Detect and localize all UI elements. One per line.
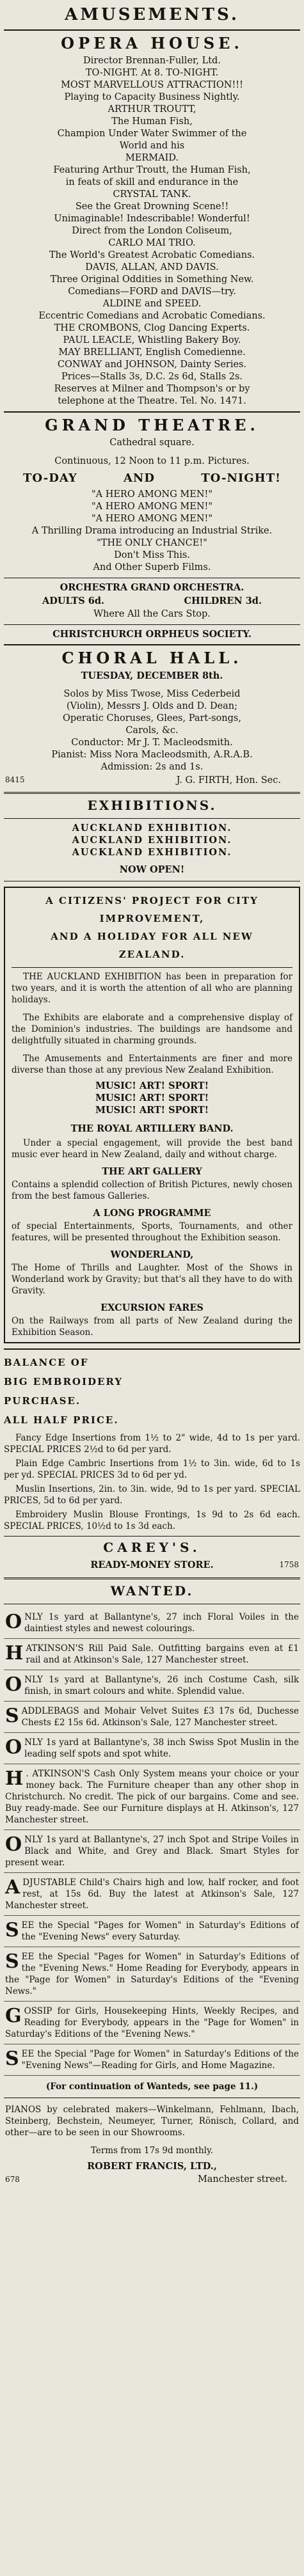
opera-line: THE CROMBONS, Clog Dancing Experts. bbox=[54, 323, 250, 333]
exhibition-para-3: The Amusements and Entertainments are finer and more diverse than those at any previous New Zealand Exhibition. bbox=[12, 1054, 292, 1075]
opera-line: Playing to Capacity Business Nightly. bbox=[64, 92, 240, 102]
choral-line: Solos by Miss Twose, Miss Cederbeid bbox=[63, 689, 241, 699]
opera-line: in feats of skill and endurance in the bbox=[65, 177, 239, 187]
grand-line: Don't Miss This. bbox=[114, 550, 190, 560]
wonderland-title: WONDERLAND, bbox=[110, 1249, 194, 1260]
choral-line: Conductor: Mr J. T. Macleodsmith. bbox=[71, 738, 233, 748]
drop-cap: O bbox=[5, 1833, 22, 1856]
grand-theatre-ad bbox=[4, 416, 300, 640]
opera-line: Direct from the London Coliseum, bbox=[72, 226, 232, 236]
choral-hall-title: CHORAL HALL. bbox=[61, 649, 243, 667]
pianos-address: Manchester street. bbox=[197, 2174, 287, 2185]
divider bbox=[4, 624, 300, 625]
wanted-heading: WANTED. bbox=[110, 1583, 194, 1599]
project-line: IMPROVEMENT, bbox=[99, 913, 205, 924]
opera-line: PAUL LEACLE, Whistling Bakery Boy. bbox=[63, 335, 241, 345]
grand-theatre-subtitle: Cathedral square. bbox=[109, 438, 195, 448]
embroidery-sale-ad bbox=[4, 1353, 300, 1573]
wanted-continuation: (For continuation of Wanteds, see page 11.) bbox=[45, 2082, 259, 2092]
wanted-item bbox=[4, 1764, 300, 1830]
auckland-exhibition-lines bbox=[4, 822, 300, 858]
divider bbox=[4, 1577, 300, 1579]
today-tonight-row bbox=[4, 471, 300, 485]
choral-hall-ad bbox=[4, 649, 300, 787]
grand-line: A Thrilling Drama introducing an Industrial Strike. bbox=[31, 526, 273, 536]
where-cars-stop: Where All the Cars Stop. bbox=[93, 609, 211, 619]
drop-cap: H bbox=[5, 1642, 24, 1664]
opera-line: Featuring Arthur Troutt, the Human Fish, bbox=[53, 165, 251, 175]
excursion-text: On the Railways from all parts of New Zealand during the Exhibition Season. bbox=[12, 1316, 292, 1338]
wanted-text: NLY 1s yard at Ballantyne's, 27 inch Floral Voiles in the daintiest styles and newest colourings. bbox=[24, 1612, 299, 1634]
wanted-item bbox=[4, 1830, 300, 1873]
sale-line: PURCHASE. bbox=[4, 1395, 81, 1407]
orpheus-society: CHRISTCHURCH ORPHEUS SOCIETY. bbox=[52, 629, 252, 640]
wanted-item bbox=[4, 1608, 300, 1639]
sale-item: Fancy Edge Insertions from 1½ to 2" wide, 4d to 1s per yard. SPECIAL PRICES 2½d to 6d per yard. bbox=[4, 1433, 300, 1455]
drop-cap: S bbox=[5, 1705, 19, 1727]
careys-title: CAREY'S. bbox=[103, 1540, 201, 1555]
choral-signoff bbox=[4, 773, 300, 787]
wonderland-text: The Home of Thrills and Laughter. Most of the Shows in Wonderland work by Gravity; but that's all they have to do with Gravity. bbox=[12, 1263, 292, 1296]
prices-row bbox=[4, 594, 300, 608]
art-gallery-text: Contains a splendid collection of British Pictures, newly chosen from the best famous Galleries. bbox=[12, 1180, 292, 1201]
adults-price: ADULTS 6d. bbox=[42, 596, 105, 606]
opera-line: Unimaginable! Indescribable! Wonderful! bbox=[54, 214, 250, 224]
wanted-item bbox=[4, 1873, 300, 1916]
pianos-firm: ROBERT FRANCIS, LTD., bbox=[87, 2161, 217, 2172]
wanted-item bbox=[4, 1947, 300, 2002]
grand-line: "THE ONLY CHANCE!" bbox=[97, 538, 207, 548]
ad-reference: 678 bbox=[5, 2175, 20, 2184]
opera-line: MAY BRELLIANT, English Comedienne. bbox=[58, 347, 246, 358]
opera-line: Champion Under Water Swimmer of the bbox=[57, 129, 247, 139]
music-art-sport-lines bbox=[12, 1080, 292, 1116]
wanted-text: EE the Special "Pages for Women" in Saturday's Editions of the "Evening News" every Saturday. bbox=[21, 1920, 299, 1942]
orchestra-line: ORCHESTRA GRAND ORCHESTRA. bbox=[60, 582, 244, 593]
drop-cap: A bbox=[5, 1876, 20, 1899]
wanted-text: EE the Special "Page for Women" in Saturday's Editions of the "Evening News"—Reading for Girls, and Home Magazine. bbox=[21, 2049, 299, 2071]
pianos-footer bbox=[4, 2172, 300, 2186]
today-label: TO-DAY bbox=[23, 471, 77, 485]
sale-items bbox=[4, 1432, 300, 1532]
wanted-item bbox=[4, 1639, 300, 1670]
choral-line: Carols, &c. bbox=[125, 725, 179, 736]
exhibitions-heading: EXHIBITIONS. bbox=[87, 798, 217, 813]
wanted-text: NLY 1s yard at Ballantyne's, 27 inch Spot and Stripe Voiles in Black and White, and Grey and Black. Smart Styles for present wear. bbox=[5, 1835, 299, 1868]
drop-cap: O bbox=[5, 1673, 22, 1696]
drop-cap: S bbox=[5, 1950, 19, 1973]
music-art-sport-line: MUSIC! ART! SPORT! bbox=[95, 1093, 209, 1103]
opera-line: Prices—Stalls 3s, D.C. 2s 6d, Stalls 2s. bbox=[61, 372, 243, 382]
opera-line: MOST MARVELLOUS ATTRACTION!!! bbox=[61, 80, 243, 90]
drop-cap: S bbox=[5, 2048, 19, 2070]
now-open: NOW OPEN! bbox=[119, 864, 185, 875]
choral-lines bbox=[4, 688, 300, 773]
wanted-text: NLY 1s yard at Ballantyne's, 38 inch Swiss Spot Muslin in the leading self spots and spot white. bbox=[24, 1737, 299, 1759]
careys-footer bbox=[4, 1558, 300, 1573]
divider bbox=[4, 29, 300, 31]
pianos-text: PIANOS by celebrated makers—Winkelmann, Fehlmann, Ibach, Steinberg, Bechstein, Neumeyer, Turner, Rönisch, Collard, and other—are to be seen in our Showrooms. bbox=[5, 2105, 299, 2138]
choral-line: Operatic Choruses, Glees, Part-songs, bbox=[63, 713, 241, 723]
choral-line: (Violin), Messrs J. Olds and D. Dean; bbox=[66, 701, 238, 711]
wanted-text: ATKINSON'S Rill Paid Sale. Outfitting bargains even at £1 rail and at Atkinson's Sale, 127 Manchester street. bbox=[26, 1643, 299, 1665]
music-art-sport-line: MUSIC! ART! SPORT! bbox=[95, 1080, 209, 1091]
drop-cap: O bbox=[5, 1736, 22, 1758]
project-lines bbox=[12, 892, 292, 963]
wanted-text: NLY 1s yard at Ballantyne's, 26 inch Costume Cash, silk finish, in smart colours and white. Splendid value. bbox=[24, 1675, 299, 1696]
opera-line: CARLO MAI TRIO. bbox=[108, 238, 196, 248]
wanted-text: OSSIP for Girls, Housekeeping Hints, Weekly Recipes, and Reading for Everybody, appears in the "Page for Women" in Saturday's Editions of the "Evening News." bbox=[5, 2006, 299, 2039]
excursion-title: EXCURSION FARES bbox=[100, 1302, 204, 1313]
wanted-item bbox=[4, 1916, 300, 1947]
wanted-item bbox=[4, 1670, 300, 1702]
programme-text: of special Entertainments, Sports, Tournaments, and other features, will be presented throughout the Exhibition season. bbox=[12, 1221, 292, 1243]
opera-line: CONWAY and JOHNSON, Dainty Series. bbox=[57, 360, 247, 370]
careys-subtitle: READY-MONEY STORE. bbox=[90, 1560, 214, 1570]
opera-line: Comedians—FORD and DAVIS—try. bbox=[68, 287, 236, 297]
pianos-ad bbox=[4, 2101, 300, 2186]
exhibition-para-2: The Exhibits are elaborate and a comprehensive display of the Dominion's industries. The buildings are handsome and delightfully situated in charming grounds. bbox=[12, 1013, 292, 1046]
wanted-text: DJUSTABLE Child's Chairs high and low, half rocker, and foot rest, at 15s 6d. Buy the latest at Atkinson's Sale, 127 Manchester street. bbox=[5, 1877, 299, 1911]
wanted-text: ADDLEBAGS and Mohair Velvet Suites £3 17s 6d, Duchesse Chests £2 15s 6d. Atkinson's Sale, 127 Manchester street. bbox=[21, 1706, 299, 1728]
opera-line: Reserves at Milner and Thompson's or by bbox=[54, 384, 250, 394]
opera-line: Director Brennan-Fuller, Ltd. bbox=[83, 56, 221, 66]
project-line: ZEALAND. bbox=[118, 949, 186, 960]
grand-theatre-title: GRAND THEATRE. bbox=[45, 416, 259, 434]
opera-line: ALDINE and SPEED. bbox=[102, 299, 202, 309]
divider bbox=[12, 967, 292, 968]
exhibition-para-4: Under a special engagement, will provide the best band music ever heard in New Zealand, daily and without charge. bbox=[12, 1138, 292, 1160]
auckland-line: AUCKLAND EXHIBITION. bbox=[72, 823, 232, 834]
newspaper-column bbox=[4, 0, 300, 2186]
sale-lines bbox=[4, 1353, 300, 1430]
opera-line: The World's Greatest Acrobatic Comedians. bbox=[49, 250, 255, 260]
exhibition-para-1: THE AUCKLAND EXHIBITION has been in preparation for two years, and it is worth the attention of all who are planning holidays. bbox=[12, 972, 292, 1005]
auckland-line: AUCKLAND EXHIBITION. bbox=[72, 847, 232, 858]
opera-line: Three Original Oddities in Something New. bbox=[50, 274, 254, 285]
sale-item: Muslin Insertions, 2in. to 3in. wide, 9d to 1s per yard. SPECIAL PRICES, 5d to 6d per yard. bbox=[4, 1484, 300, 1506]
opera-line: World and his bbox=[119, 141, 185, 151]
opera-line: DAVIS, ALLAN, AND DAVIS. bbox=[85, 262, 219, 273]
wanted-list bbox=[4, 1608, 300, 2076]
auckland-line: AUCKLAND EXHIBITION. bbox=[72, 835, 232, 846]
wanted-item bbox=[4, 1733, 300, 1764]
choral-secretary: J. G. FIRTH, Hon. Sec. bbox=[176, 775, 281, 786]
artillery-band: THE ROYAL ARTILLERY BAND. bbox=[70, 1123, 234, 1134]
divider bbox=[4, 1536, 300, 1537]
project-line: A CITIZENS' PROJECT FOR CITY bbox=[45, 895, 259, 906]
divider bbox=[4, 818, 300, 819]
music-art-sport-line: MUSIC! ART! SPORT! bbox=[95, 1105, 209, 1116]
grand-line: "A HERO AMONG MEN!" bbox=[91, 489, 213, 500]
opera-line: telephone at the Theatre. Tel. No. 1471. bbox=[58, 396, 246, 406]
opera-line: The Human Fish, bbox=[111, 116, 193, 127]
opera-line: See the Great Drowning Scene!! bbox=[75, 201, 229, 212]
drop-cap: G bbox=[5, 2005, 22, 2027]
tonight-label: TO-NIGHT! bbox=[201, 471, 281, 485]
and-label: AND bbox=[123, 471, 155, 485]
sale-line: ALL HALF PRICE. bbox=[4, 1414, 119, 1426]
grand-line: "A HERO AMONG MEN!" bbox=[91, 502, 213, 512]
divider bbox=[4, 411, 300, 413]
opera-line: CRYSTAL TANK. bbox=[113, 189, 191, 200]
choral-line: Pianist: Miss Nora Macleodsmith, A.R.A.B. bbox=[51, 750, 253, 760]
art-gallery-title: THE ART GALLERY bbox=[102, 1166, 202, 1177]
drop-cap: H bbox=[5, 1767, 24, 1790]
programme-title: A LONG PROGRAMME bbox=[93, 1208, 211, 1219]
divider bbox=[4, 792, 300, 794]
opera-house-ad bbox=[4, 34, 300, 407]
pianos-terms: Terms from 17s 9d monthly. bbox=[90, 2145, 214, 2156]
divider bbox=[4, 1348, 300, 1350]
wanted-text: . ATKINSON'S Cash Only System means your choice or your money back. The Furniture cheaper than any other shop in Christchurch. No credit. The pick of our bargains. Come and see. Buy ready-made. See our Furniture displays at H. Atkinson's, 127 Manchester street. bbox=[5, 1769, 299, 1825]
exhibition-box bbox=[4, 887, 300, 1343]
drop-cap: S bbox=[5, 1919, 19, 1941]
amusements-heading: AMUSEMENTS. bbox=[65, 5, 239, 24]
choral-line: Admission: 2s and 1s. bbox=[100, 762, 204, 772]
grand-continuous: Continuous, 12 Noon to 11 p.m. Pictures. bbox=[54, 456, 250, 466]
grand-line: And Other Superb Films. bbox=[93, 562, 211, 573]
opera-line: ARTHUR TROUTT, bbox=[108, 104, 196, 115]
children-price: CHILDREN 3d. bbox=[184, 596, 262, 606]
opera-line: TO-NIGHT. At 8. TO-NIGHT. bbox=[85, 68, 219, 78]
opera-line: Eccentric Comedians and Acrobatic Comedians. bbox=[38, 311, 266, 321]
sale-item: Embroidery Muslin Blouse Frontings, 1s 9d to 2s 6d each. SPECIAL PRICES, 10½d to 1s 3d each. bbox=[4, 1510, 300, 1531]
opera-house-title: OPERA HOUSE. bbox=[61, 34, 243, 52]
divider bbox=[4, 644, 300, 645]
wanted-item bbox=[4, 2044, 300, 2076]
grand-theatre-lines bbox=[4, 489, 300, 574]
project-line: AND A HOLIDAY FOR ALL NEW bbox=[51, 931, 253, 942]
drop-cap: O bbox=[5, 1611, 22, 1633]
ad-reference: 1758 bbox=[279, 1560, 299, 1569]
opera-line: MERMAID. bbox=[125, 153, 179, 163]
choral-date: TUESDAY, DECEMBER 8th. bbox=[81, 670, 223, 681]
sale-line: BALANCE OF bbox=[4, 1357, 89, 1368]
wanted-text: EE the Special "Pages for Women" in Saturday's Editions of the "Evening News." Home Reading for Everybody, appears in the "Page for Women" in Saturday's Editions of the "Evening News." bbox=[5, 1952, 299, 1996]
wanted-item bbox=[4, 2002, 300, 2044]
sale-line: BIG EMBROIDERY bbox=[4, 1376, 124, 1387]
wanted-item bbox=[4, 1702, 300, 1733]
grand-line: "A HERO AMONG MEN!" bbox=[91, 514, 213, 524]
sale-item: Plain Edge Cambric Insertions from 1½ to 3in. wide, 6d to 1s per yd. SPECIAL PRICES 3d to 6d per yd. bbox=[4, 1458, 300, 1480]
opera-house-lines bbox=[4, 55, 300, 407]
ad-reference: 8415 bbox=[5, 775, 25, 784]
